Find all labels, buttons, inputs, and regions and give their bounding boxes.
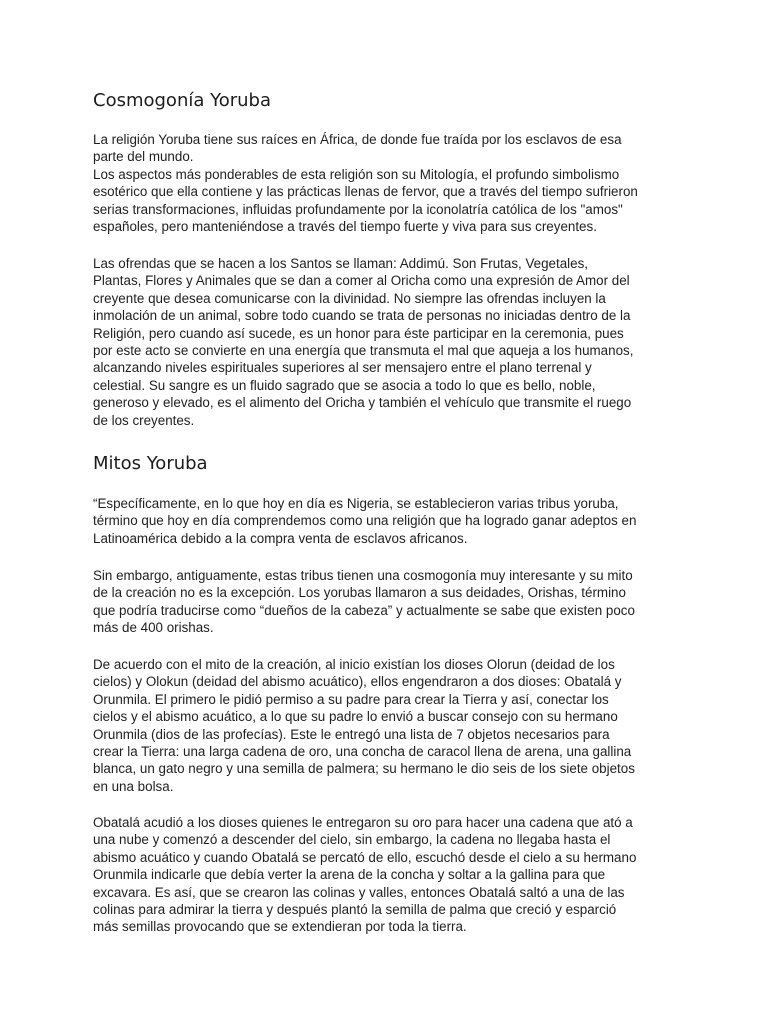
paragraph-orishas bbox=[93, 567, 683, 637]
paragraph-creacion bbox=[93, 656, 683, 795]
text-line: españoles, pero manteniéndose a través del tiempo fuerte y viva para sus creyentes. bbox=[93, 219, 597, 235]
text-line: Plantas, Flores y Animales que se dan a comer al Oricha como una expresión de Amor del bbox=[93, 273, 630, 289]
text-line: Sin embargo, antiguamente, estas tribus tienen una cosmogonía muy interesante y su mito bbox=[93, 568, 633, 583]
text-line: Orunmila. El primero le pidió permiso a su padre para crear la Tierra y así, conectar los bbox=[93, 691, 609, 707]
text-line: colinas para admirar la tierra y después plantó la semilla de palma que creció y esparció bbox=[93, 902, 617, 918]
text-line: Obatalá acudió a los dioses quienes le entregaron su oro para hacer una cadena que ató a bbox=[93, 815, 633, 830]
text-line: Latinoamérica debido a la compra venta de esclavos africanos. bbox=[93, 530, 468, 546]
text-line: Orunmila (dios de las profecías). Este le entregó una lista de 7 objetos necesarios para bbox=[93, 726, 610, 742]
text-line: Las ofrendas que se hacen a los Santos se llaman: Addimú. Son Frutas, Vegetales, bbox=[93, 256, 589, 271]
text-line: inmolación de un animal, sobre todo cuando se trata de personas no iniciadas dentro de la bbox=[93, 308, 631, 324]
text-line: excavara. Es así, que se crearon las colinas y valles, entonces Obatalá saltó a una de las bbox=[93, 884, 625, 900]
paragraph-origen bbox=[93, 131, 683, 235]
section-title-mitos: Mitos Yoruba bbox=[93, 453, 208, 474]
text-line: esotérico que ella contiene y las prácticas llenas de fervor, que a través del tiempo sufrieron bbox=[93, 184, 638, 200]
paragraph-ofrendas bbox=[93, 255, 683, 429]
text-line: blanca, un gato negro y una semilla de palmera; su hermano le dio seis de los siete objetos bbox=[93, 761, 635, 777]
text-line: por este acto se convierte en una energía que transmuta el mal que aqueja a los humanos, bbox=[93, 343, 634, 359]
text-line: Los aspectos más ponderables de esta religión son su Mitología, el profundo simbolismo bbox=[93, 166, 620, 182]
paragraph-nigeria bbox=[93, 495, 683, 547]
section-title-cosmogonia: Cosmogonía Yoruba bbox=[93, 90, 271, 111]
text-line: de los creyentes. bbox=[93, 412, 195, 428]
text-line: alcanzando niveles espirituales superiores al ser mensajero entre el plano terrenal y bbox=[93, 360, 592, 376]
text-line: Orunmila indicarle que debía verter la arena de la concha y soltar a la gallina para que bbox=[93, 867, 606, 883]
text-line: que podría traducirse como “dueños de la cabeza” y actualmente se sabe que existen poco bbox=[93, 602, 635, 618]
text-line: parte del mundo. bbox=[93, 149, 194, 165]
text-line: generoso y elevado, es el alimento del Oricha y también el vehículo que transmite el ruego bbox=[93, 395, 632, 411]
text-line: “Específicamente, en lo que hoy en día es Nigeria, se establecieron varias tribus yoruba, bbox=[93, 496, 619, 511]
text-line: más semillas provocando que se extendieran por toda la tierra. bbox=[93, 919, 467, 935]
text-line: de la creación no es la excepción. Los yorubas llamaron a sus deidades, Orishas, término bbox=[93, 585, 626, 601]
text-line: cielos) y Olokun (deidad del abismo acuático), ellos engendraron a dos dioses: Obatalá y bbox=[93, 674, 622, 690]
text-line: Religión, pero cuando así sucede, es un honor para éste participar en la ceremonia, pues bbox=[93, 325, 624, 341]
text-line: creyente que desea comunicarse con la divinidad. No siempre las ofrendas incluyen la bbox=[93, 290, 606, 306]
text-line: más de 400 orishas. bbox=[93, 620, 214, 636]
text-line: término que hoy en día comprendemos como una religión que ha logrado ganar adeptos en bbox=[93, 513, 637, 529]
text-line: cielos y el abismo acuático, a lo que su padre lo envió a buscar consejo con su hermano bbox=[93, 709, 618, 725]
text-line: La religión Yoruba tiene sus raíces en África, de donde fue traída por los esclavos de esa bbox=[93, 132, 622, 147]
text-line: una nube y comenzó a descender del cielo, sin embargo, la cadena no llegaba hasta el bbox=[93, 832, 611, 848]
text-line: serias transformaciones, influidas profundamente por la iconolatría católica de los "amos" bbox=[93, 201, 623, 217]
text-line: crear la Tierra: una larga cadena de oro, una concha de caracol llena de arena, una gallina bbox=[93, 744, 632, 760]
paragraph-obatala bbox=[93, 814, 683, 936]
text-line: De acuerdo con el mito de la creación, al inicio existían los dioses Olorun (deidad de los bbox=[93, 657, 615, 672]
text-line: en una bolsa. bbox=[93, 778, 174, 794]
text-line: abismo acuático y cuando Obatalá se percató de ello, escuchó desde el cielo a su hermano bbox=[93, 849, 637, 865]
text-line: celestial. Su sangre es un fluido sagrado que se asocia a todo lo que es bello, noble, bbox=[93, 377, 596, 393]
